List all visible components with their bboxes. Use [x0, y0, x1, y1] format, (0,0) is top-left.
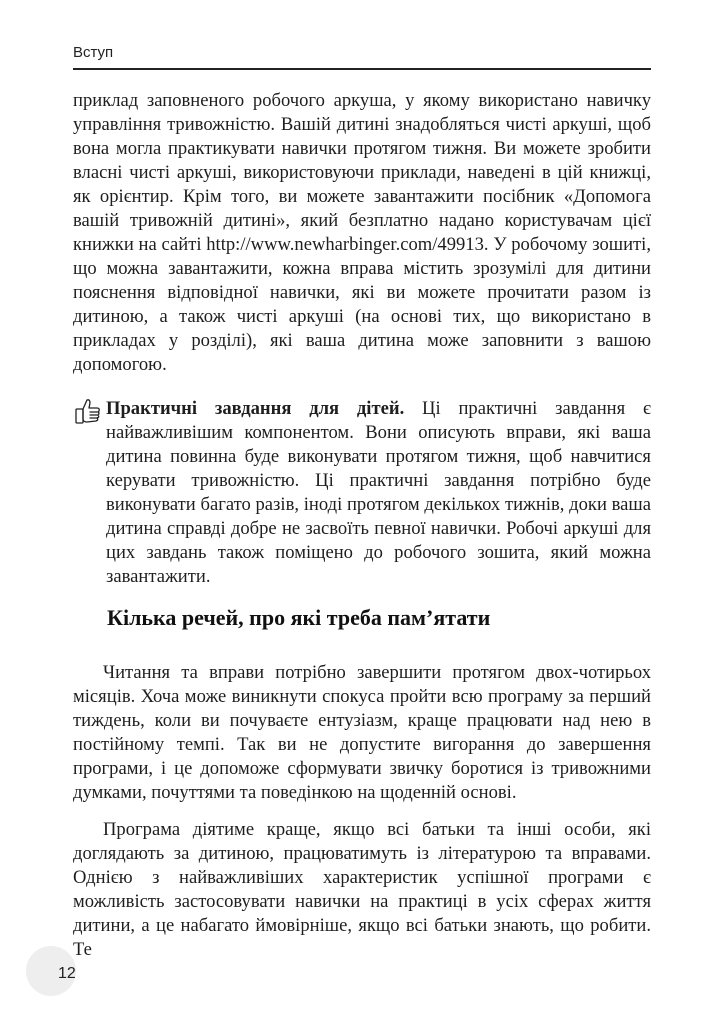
header-divider — [73, 68, 651, 70]
callout-text — [73, 397, 651, 589]
intro-paragraph: приклад заповненого робочого аркуша, у якому використано навичку управління тривожністю. Вашій дитині знадобляться чисті аркуші, щоб вона могла практикувати навички протягом тижня. Ви можете зробити власні чисті аркуші, використовуючи приклади, наведені в цій книжці, як орієнтир. Крім того, ви можете завантажити посібник «Допомога вашій тривожній дитині», який безплатно надано користувачам цієї книжки на сайті http://www.newharbinger.com/49913. У робочому зошиті, що можна завантажити, кожна вправа містить зрозумілі для дитини пояснення відповідної навички, які ви можете прочитати разом із дитиною, а також чисті аркуші (на основі тих, що використано в прикладах у розділі), які ваша дитина може заповнити з вашою допомогою. — [73, 90, 651, 375]
section-paragraph: Програма діятиме краще, якщо всі батьки та інші особи, які доглядають за дитиною, працюватимуть із літературою та вправами. Однією з найважливіших характеристик успішної програми є можливість застосовувати навички на практиці в усіх сферах життя дитини, а це набагато ймовірніше, якщо всі батьки знають, що робити. Те — [73, 819, 651, 960]
callout-body: Ці практичні завдання є найважливішим компонентом. Вони описують вправи, які ваша дитина повинна буде виконувати протягом тижня, щоб навчитися керувати тривожністю. Ці практичні завдання потрібно буде виконувати багато разів, іноді протягом декількох тижнів, доки ваша дитина справді добре не засвоїть певної навички. Робочі аркуші для цих завдань також поміщено до робочого зошита, який можна завантажити. — [106, 398, 651, 587]
section-paragraph: Читання та вправи потрібно завершити протягом двох-чотирьох місяців. Хоча може виникнути спокуса пройти всю програму за перший тиждень, коли ви почуваєте ентузіазм, краще працювати над нею в постійному темпі. Так ви не допустите вигорання до завершення програми, і це допоможе сформувати звичку боротися із тривожними думками, почуттями та поведінкою на щоденній основі. — [73, 662, 651, 803]
section-title: Вступ — [73, 44, 114, 61]
children-tasks-callout — [73, 397, 651, 589]
page-number: 12 — [58, 965, 76, 982]
section-heading: Кілька речей, про які треба пам’ятати — [107, 605, 491, 630]
thumbs-up-icon — [73, 397, 101, 427]
callout-lead: Практичні завдання для дітей. — [106, 398, 405, 419]
